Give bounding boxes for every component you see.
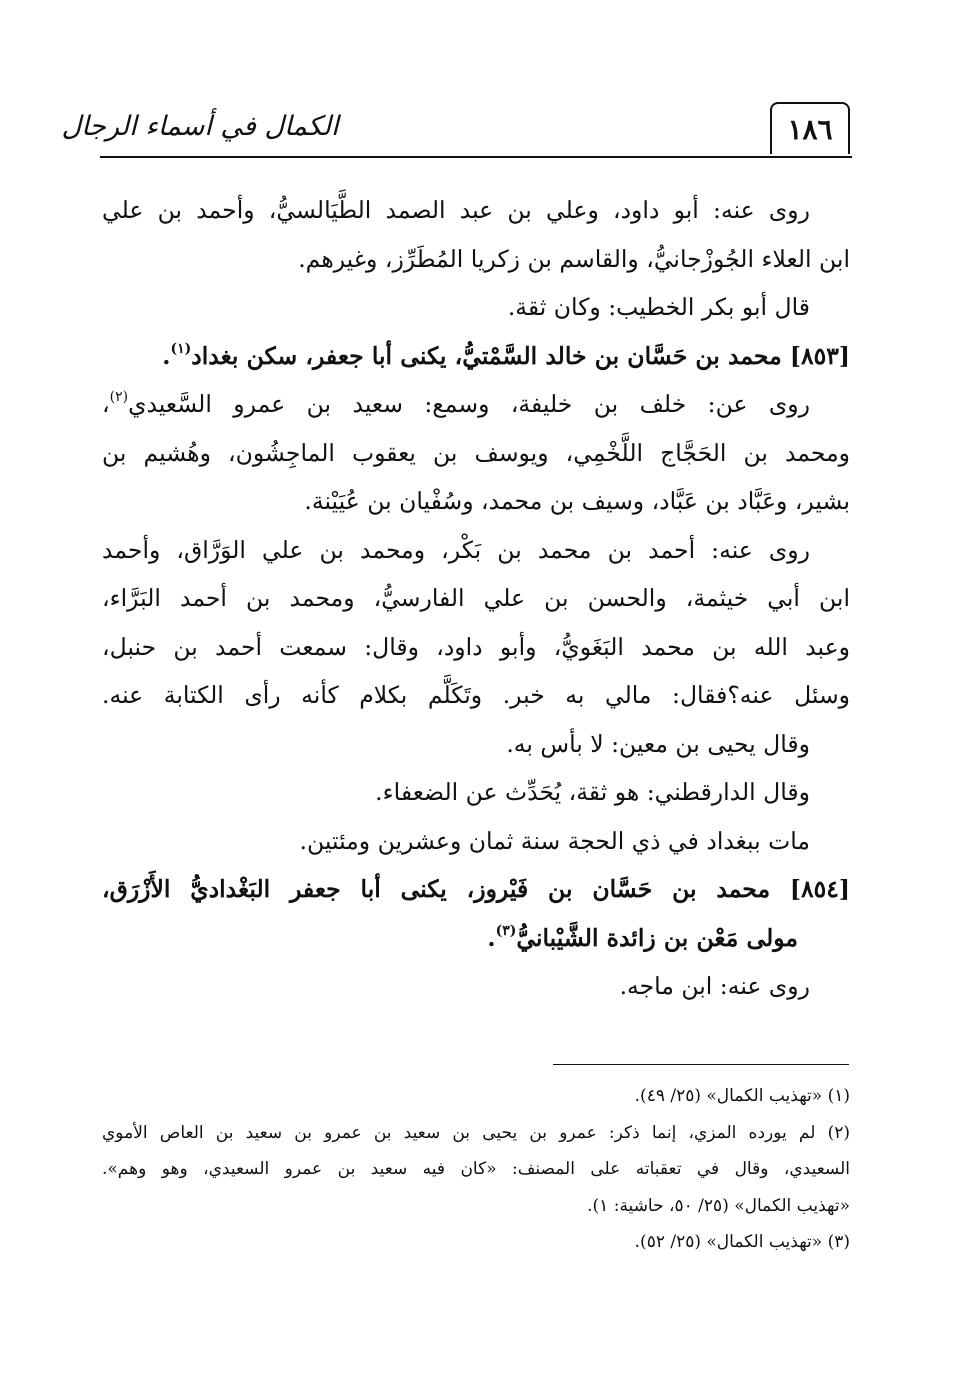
line-text: وعبد الله بن محمد البَغَويُّ، وأبو داود، وقال: سمعت أحمد بن حنبل، [102, 632, 850, 661]
header-rule [100, 156, 852, 158]
line-punctuation: . [162, 341, 171, 370]
line-punctuation: . [487, 923, 496, 952]
body-text [102, 186, 850, 1011]
footnote-ref: (٢) [109, 389, 129, 405]
footnote-line: «تهذيب الكمال» (٢٥/ ٥٠، حاشية: ١). [587, 1195, 850, 1216]
line-text: وسئل عنه؟فقال: مالي به خبر. وتَكَلَّم بكلام كأنه رأى الكتابة عنه. [102, 681, 850, 709]
body-line [102, 526, 850, 575]
line-text: وقال الدارقطني: هو ثقة، يُحَدِّث عن الضعفاء. [375, 778, 810, 806]
body-line [102, 623, 850, 672]
line-text: روى عنه: أبو داود، وعلي بن عبد الصمد الطَّيَالسيُّ، وأحمد بن علي [102, 196, 810, 224]
page-number: ١٨٦ [770, 102, 850, 154]
footnote-line: (٢) لم يورده المزي، إنما ذكر: عمرو بن يحيى بن سعيد بن عمرو بن سعيد بن العاص الأموي [102, 1122, 850, 1143]
body-line [102, 380, 850, 429]
line-text: روى عن: خلف بن خليفة، وسمع: سعيد بن عمرو السَّعيدي [128, 390, 810, 418]
body-line [102, 817, 850, 866]
line-text: قال أبو بكر الخطيب: وكان ثقة. [507, 293, 810, 321]
body-line [102, 283, 850, 332]
line-text: مولى مَعْن بن زائدة الشَّيْبانيُّ [516, 923, 798, 952]
line-text: روى عنه: ابن ماجه. [619, 972, 810, 1000]
entry-heading-line [102, 332, 850, 381]
line-text: ابن أبي خيثمة، والحسن بن علي الفارسيُّ، ومحمد بن أحمد البَرَّاء، [102, 584, 850, 612]
body-line [102, 574, 850, 623]
line-punctuation: ، [102, 390, 110, 418]
page-header [61, 98, 852, 158]
line-text: ابن العلاء الجُوزْجانيُّ، والقاسم بن زكريا المُطَرِّز، وغيرهم. [298, 244, 850, 273]
body-line [102, 962, 850, 1011]
line-text: روى عنه: أحمد بن محمد بن بَكْر، ومحمد بن علي الوَرَّاق، وأحمد [102, 535, 810, 564]
footnotes [102, 1078, 850, 1261]
line-text: ومحمد بن الحَجَّاج اللَّخْمِي، ويوسف بن يعقوب الماجِشُون، وهُشيم بن [102, 438, 850, 467]
line-text: مات ببغداد في ذي الحجة سنة ثمان وعشرين ومئتين. [299, 826, 810, 855]
running-title: الكمال في أسماء الرجال [61, 110, 339, 142]
body-line [102, 186, 850, 235]
footnote-line: (١) «تهذيب الكمال» (٢٥/ ٤٩). [634, 1086, 850, 1106]
line-text: [٨٥٤] محمد بن حَسَّان بن فَيْروز، يكنى أبا جعفر البَغْداديُّ الأَزْرَق، [102, 875, 850, 903]
line-text: [٨٥٣] محمد بن حَسَّان بن خالد السَّمْتيُّ، يكنى أبا جعفر، سكن بغداد [191, 341, 850, 370]
footnote-line: (٣) «تهذيب الكمال» (٢٥/ ٥٢). [634, 1232, 850, 1252]
footnote-separator [553, 1064, 849, 1065]
body-line [102, 477, 850, 526]
entry-heading-line [102, 914, 850, 963]
body-line [102, 235, 850, 284]
body-line [102, 720, 850, 769]
footnote-ref: (٣) [495, 922, 517, 939]
body-line [102, 671, 850, 720]
line-text: بشير، وعَبَّاد بن عَبَّاد، وسيف بن محمد، وسُفْيان بن عُيَيْنة. [304, 487, 850, 515]
body-line [102, 429, 850, 478]
entry-heading-line [102, 865, 850, 914]
footnote-line: السعيدي، وقال في تعقباته على المصنف: «كان فيه سعيد بن عمرو السعيدي، وهو وهم». [102, 1159, 850, 1179]
body-line [102, 768, 850, 817]
footnote-ref: (١) [170, 340, 192, 357]
line-text: وقال يحيى بن معين: لا بأس به. [506, 729, 810, 758]
